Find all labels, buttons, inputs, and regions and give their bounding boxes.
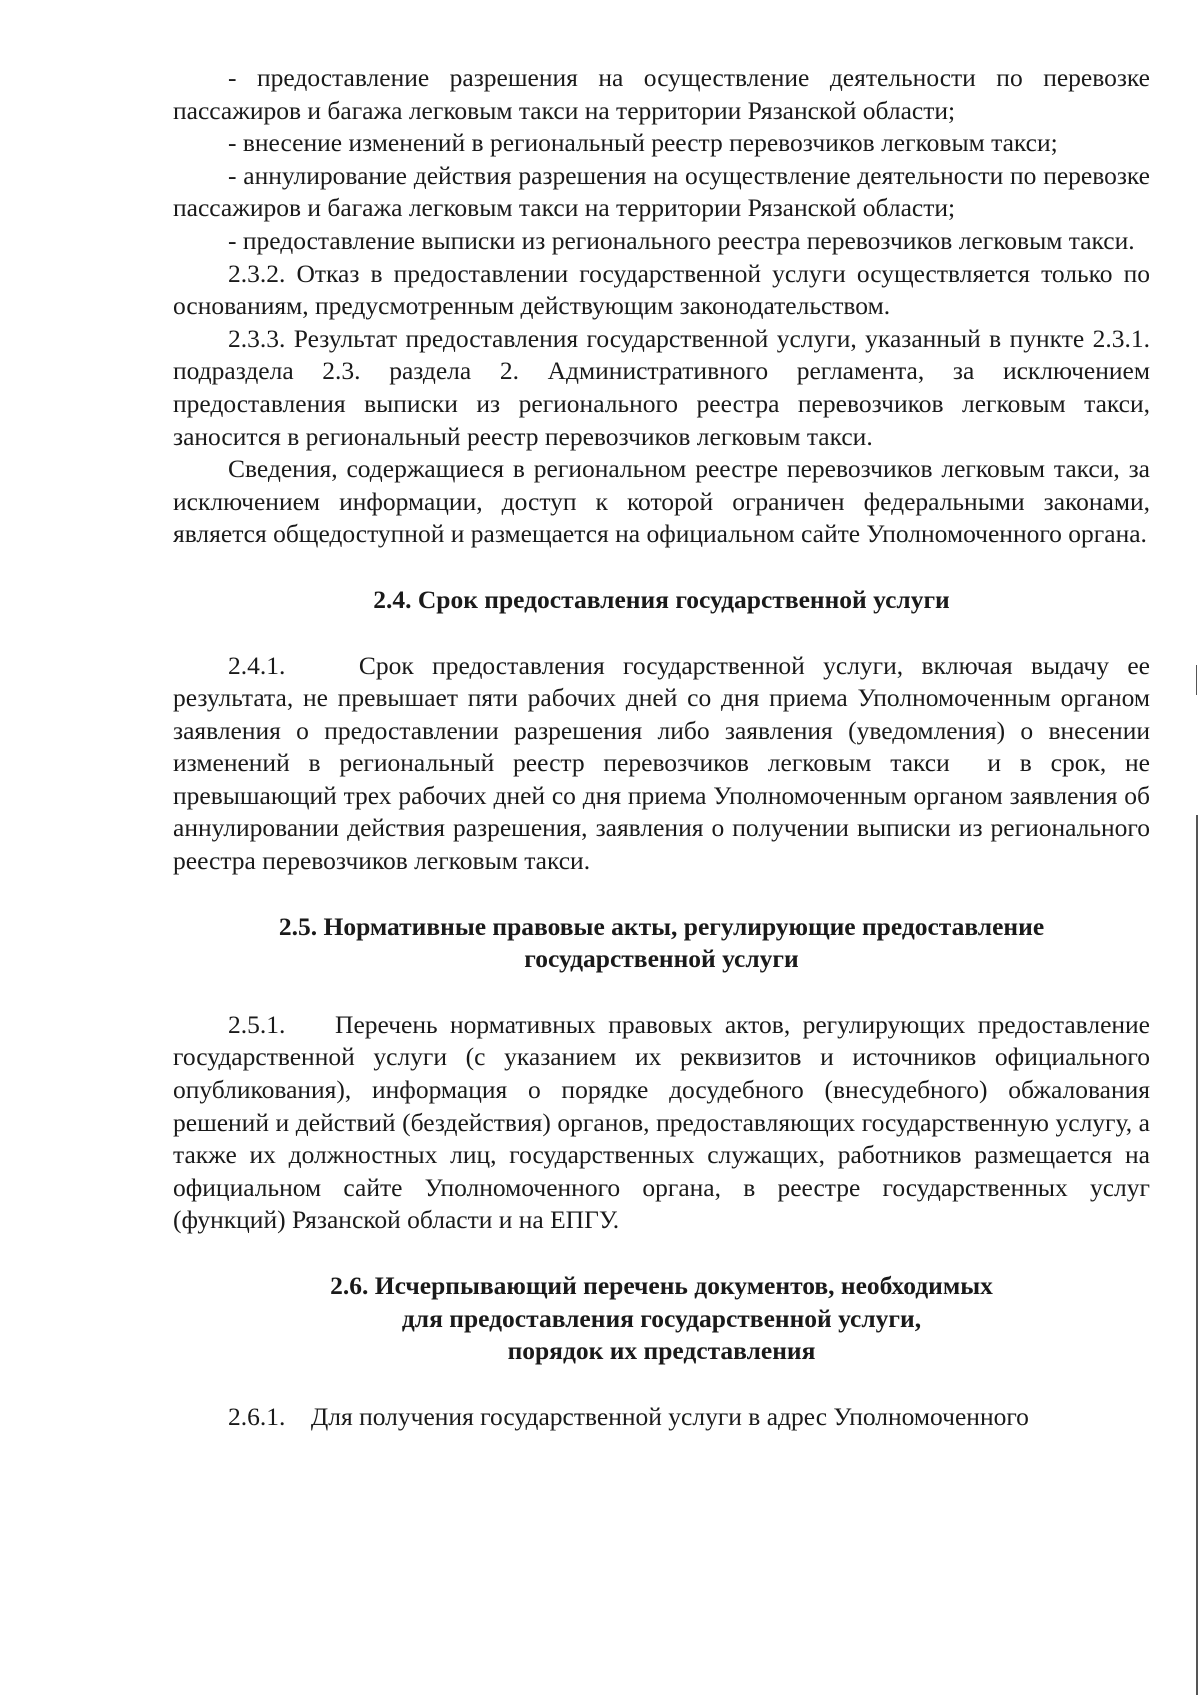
paragraph-registry-info: Сведения, содержащиеся в региональном реестре перевозчиков легковым такси, за исключением информации, доступ к которой ограничен федеральными законами, является общедоступной и размещается на официальном сайте Уполномоченного органа. bbox=[173, 454, 1150, 549]
paragraph-registry-changes: - внесение изменений в региональный реестр перевозчиков легковым такси; bbox=[228, 128, 1058, 158]
scan-edge-mark-top bbox=[1196, 665, 1197, 695]
paragraph-permit-issue: - предоставление разрешения на осуществление деятельности по перевозке пассажиров и багажа легковым такси на территории Рязанской области; bbox=[173, 63, 1150, 125]
section-2-4-heading: 2.4. Срок предоставления государственной услуги bbox=[373, 584, 950, 614]
paragraph-permit-cancel: - аннулирование действия разрешения на осуществление деятельности по перевозке пассажиров и багажа легковым такси на территории Рязанской области; bbox=[173, 160, 1150, 223]
section-2-6-heading-line2: для предоставления государственной услуги, bbox=[401, 1303, 922, 1333]
paragraph-2-3-2: 2.3.2. Отказ в предоставлении государственной услуги осуществляется только по основаниям, предусмотренным действующим законодательством. bbox=[173, 258, 1150, 321]
paragraph-2-4-1: 2.4.1. Срок предоставления государственной услуги, включая выдачу ее результата, не превышает пяти рабочих дней со дня приема Уполномоченным органом заявления о предоставлении разрешения либо заявления (уведомления) о внесении изменений в региональный реестр перевозчиков легковым такси и в срок, не превышающий трех рабочих дней со дня приема Уполномоченным органом заявления об аннулировании действия разрешения, заявления о получении выписки из регионального реестра перевозчиков легковым такси. bbox=[173, 650, 1157, 876]
section-2-5-heading-line2: государственной услуги bbox=[524, 944, 799, 974]
scan-edge-mark-right bbox=[1196, 815, 1198, 1695]
section-2-5-heading-line1: 2.5. Нормативные правовые акты, регулирующие предоставление bbox=[278, 911, 1045, 941]
document-page bbox=[173, 62, 1157, 1433]
section-2-6-heading-line3: порядок их представления bbox=[507, 1336, 816, 1366]
paragraph-registry-extract: - предоставление выписки из регионального реестра перевозчиков легковым такси. bbox=[228, 225, 1135, 255]
section-2-6-heading-line1: 2.6. Исчерпывающий перечень документов, необходимых bbox=[330, 1271, 993, 1300]
paragraph-2-6-1: 2.6.1. Для получения государственной услуги в адрес Уполномоченного bbox=[228, 1401, 1029, 1431]
paragraph-2-3-3: 2.3.3. Результат предоставления государственной услуги, указанный в пункте 2.3.1. подраздела 2.3. раздела 2. Административного регламента, за исключением предоставления выписки из регионального реестра перевозчиков легковым такси, заносится в региональный реестр перевозчиков легковым такси. bbox=[173, 323, 1150, 451]
paragraph-2-5-1: 2.5.1. Перечень нормативных правовых актов, регулирующих предоставление государственной услуги (с указанием их реквизитов и источников официального опубликования), информация о порядке досудебного (внесудебного) обжалования решений и действий (бездействия) органов, предоставляющих государственную услугу, а также их должностных лиц, государственных служащих, работников размещается на официальном сайте Уполномоченного органа, в реестре государственных услуг (функций) Рязанской области и на ЕПГУ. bbox=[173, 1009, 1157, 1235]
